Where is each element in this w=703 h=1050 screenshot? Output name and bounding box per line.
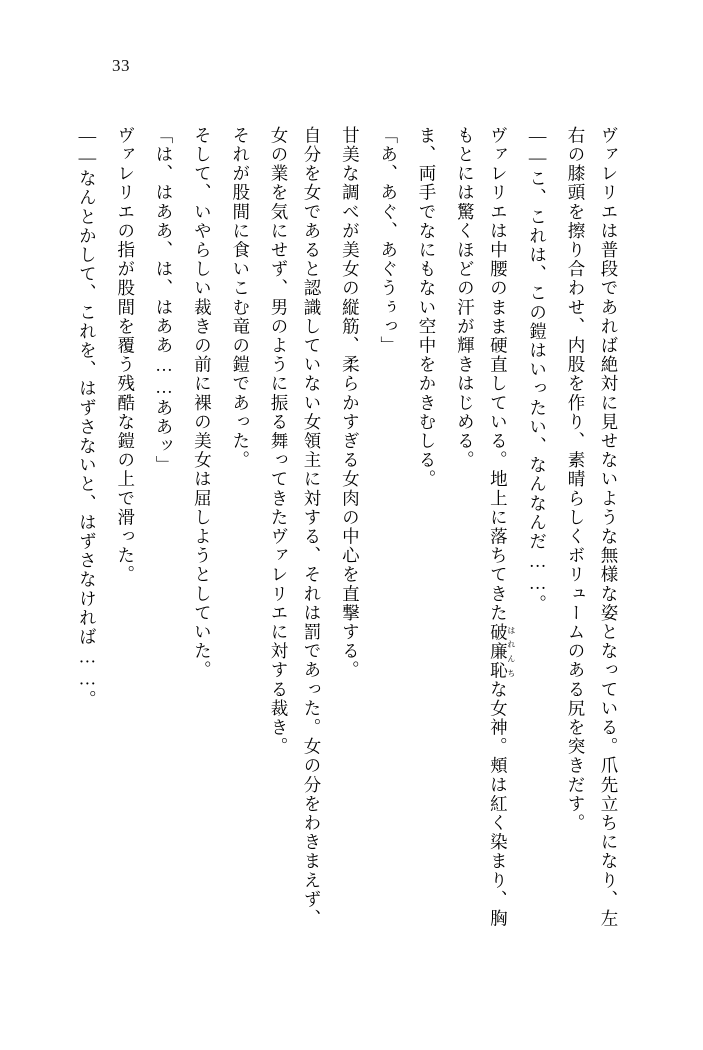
paragraph: ま、両手でなにもない空中をかきむしる。 (417, 126, 438, 489)
paragraph: ヴァレリエの指が股間を覆う残酷な鎧の上で滑った。 (115, 126, 136, 585)
paragraph: ヴァレリエは普段であれば絶対に見せないような無様な姿となっている。爪先立ちになり、左右の膝頭を擦り合わせ、内股を作り、素晴らしくボリュームのある尻を突きだす。 (566, 126, 619, 929)
paragraph: 自分を女であると認識していない女領主に対する、それは罰であった。女の分をわきまえず、女の業を気にせず、男のように振る舞ってきたヴァレリエに対する裁き。 (269, 126, 323, 929)
paragraph: ——なんとかして、これを、はずさないと、はずさなければ……。 (77, 126, 98, 709)
novel-body-text (65, 108, 625, 938)
paragraph: ヴァレリエは中腰のまま硬直している。地上に落ちてきた破廉恥はれんちな女神。頬は紅く染まり、胸もとには驚くほどの汗が輝きはじめる。 (455, 126, 516, 929)
paragraph: それが股間に食いこむ竜の鎧であった。 (230, 126, 251, 470)
paragraph: そして、いやらしい裁きの前に裸の美女は屈しようとしていた。 (192, 126, 213, 680)
paragraph: 「は、はああ、は、はああ……ああッ」 (154, 126, 175, 475)
page-number: 33 (112, 56, 130, 75)
paragraph: ——こ、これは、この鎧はいったい、なんなんだ……。 (527, 126, 548, 614)
paragraph: 甘美な調べが美女の縦筋、柔らかすぎる女肉の中心を直撃する。 (340, 126, 361, 680)
paragraph: 「あ、あぐ、あぐうぅっ」 (378, 126, 399, 356)
